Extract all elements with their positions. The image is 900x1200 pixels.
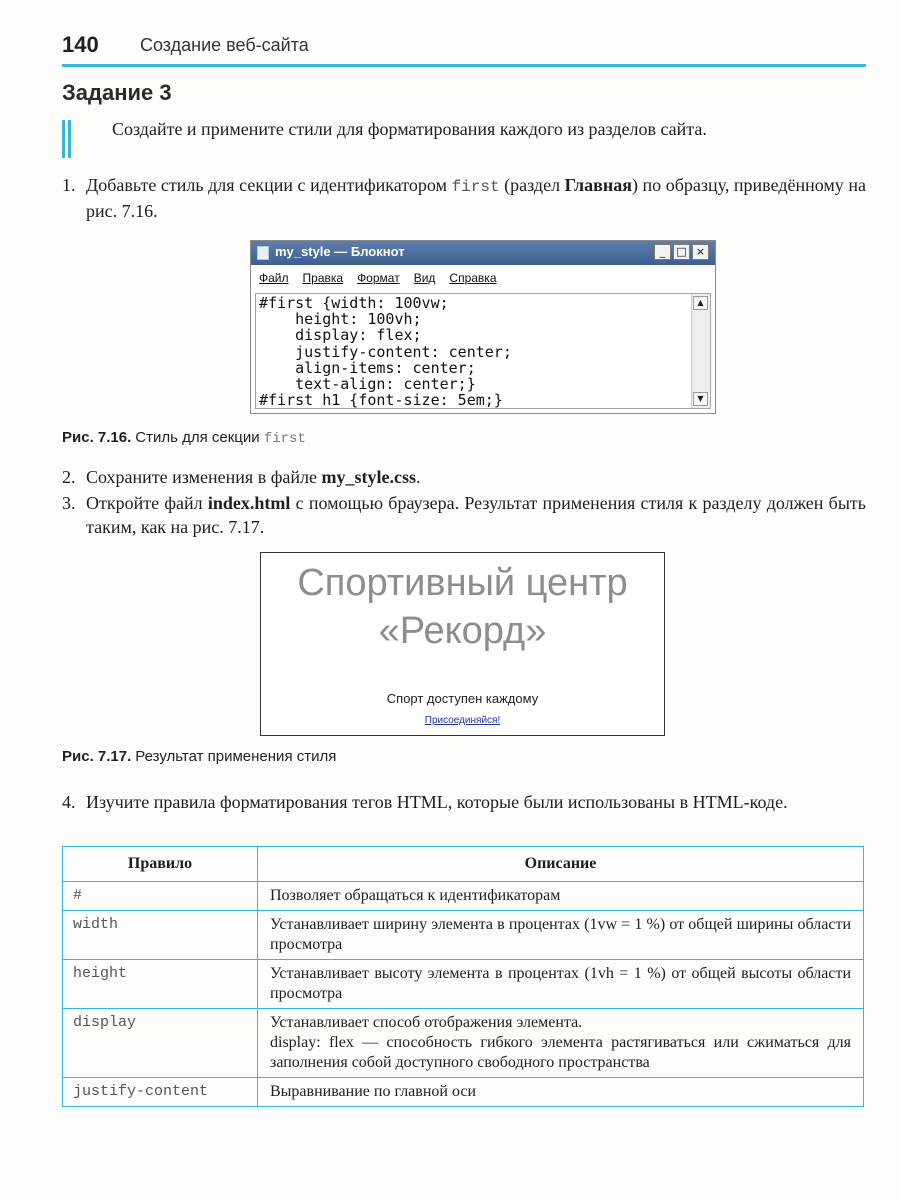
figure-caption-7-17: Рис. 7.17. Результат применения стиля <box>62 748 337 765</box>
rule-cell: justify-content <box>63 1078 258 1107</box>
scroll-down-icon[interactable]: ▼ <box>693 392 708 406</box>
page-header <box>62 30 866 68</box>
code-fragment: first <box>451 178 500 196</box>
close-button[interactable]: × <box>692 244 709 260</box>
list-item <box>62 790 866 814</box>
item-number: 3. <box>62 493 76 513</box>
css-code: #first {width: 100vw; height: 100vh; display: flex; justify-content: center; align-items: center; text-align: center;} #first h1 {font-size: 5em;} <box>259 294 512 410</box>
menu-file[interactable]: Файл <box>259 271 289 285</box>
notepad-window <box>250 240 716 414</box>
minimize-button[interactable]: _ <box>654 244 671 260</box>
list-item <box>62 173 866 223</box>
notepad-icon <box>257 246 269 260</box>
scroll-up-icon[interactable]: ▲ <box>693 296 708 310</box>
list-item <box>62 491 866 539</box>
notepad-menu <box>259 271 497 285</box>
table-row <box>63 1009 864 1078</box>
item-text: Сохраните изменения в файле my_style.css. <box>86 467 421 487</box>
table-row <box>63 1078 864 1107</box>
join-link[interactable]: Присоединяйся! <box>424 715 501 726</box>
menu-format[interactable]: Формат <box>357 271 400 285</box>
description-cell: Позволяет обращаться к идентификаторам <box>258 882 864 911</box>
item-number: 2. <box>62 467 76 487</box>
column-header-rule: Правило <box>63 847 258 882</box>
browser-result <box>260 552 665 736</box>
notepad-editor[interactable] <box>255 293 711 409</box>
rules-table <box>62 846 864 1107</box>
rule-cell: width <box>63 911 258 960</box>
intro-marker <box>62 120 72 158</box>
notepad-titlebar <box>251 241 715 265</box>
column-header-description: Описание <box>258 847 864 882</box>
menu-edit[interactable]: Правка <box>302 271 344 285</box>
description-cell: Устанавливает ширину элемента в процентах (1vw = 1 %) от общей ширины области просмотра <box>258 911 864 960</box>
description-cell: Устанавливает высоту элемента в процентах (1vh = 1 %) от общей высоты области просмотра <box>258 960 864 1009</box>
rule-cell: # <box>63 882 258 911</box>
description-cell: Выравнивание по главной оси <box>258 1078 864 1107</box>
header-rule <box>62 64 866 67</box>
notepad-title: my_style — Блокнот <box>275 244 405 259</box>
vertical-scrollbar[interactable] <box>691 294 710 408</box>
table-row <box>63 911 864 960</box>
figure-caption-7-16: Рис. 7.16. Стиль для секции first <box>62 429 306 447</box>
menu-help[interactable]: Справка <box>449 271 497 285</box>
maximize-button[interactable]: □ <box>673 244 690 260</box>
table-row <box>63 882 864 911</box>
rule-cell: display <box>63 1009 258 1078</box>
chapter-title: Создание веб-сайта <box>140 35 309 55</box>
description-cell: Устанавливает способ отображения элемента. display: flex — способность гибкого элемента растягиваться или сжиматься для заполнения собой доступного свободного пространства <box>258 1009 864 1078</box>
list-item <box>62 465 866 489</box>
page-number: 140 <box>62 32 99 57</box>
result-title: Спортивный центр «Рекорд» <box>297 562 628 652</box>
item-number: 1. <box>62 175 76 195</box>
task-title: Задание 3 <box>62 80 172 105</box>
table-row <box>63 960 864 1009</box>
menu-view[interactable]: Вид <box>413 271 436 285</box>
rule-cell: height <box>63 960 258 1009</box>
task-intro: Создайте и примените стили для форматирования каждого из разделов сайта. <box>112 119 707 139</box>
item-text: Откройте файл index.html с помощью браузера. Результат применения стиля к разделу должен быть таким, как на рис. 7.17. <box>86 493 866 537</box>
result-subtitle: Спорт доступен каждому <box>386 691 539 706</box>
item-text: Добавьте стиль для секции с идентификатором first (раздел Главная) по образцу, приведённому на рис. 7.16. <box>86 175 866 221</box>
item-number: 4. <box>62 792 76 812</box>
item-text: Изучите правила форматирования тегов HTML, которые были использованы в HTML-коде. <box>86 792 788 812</box>
